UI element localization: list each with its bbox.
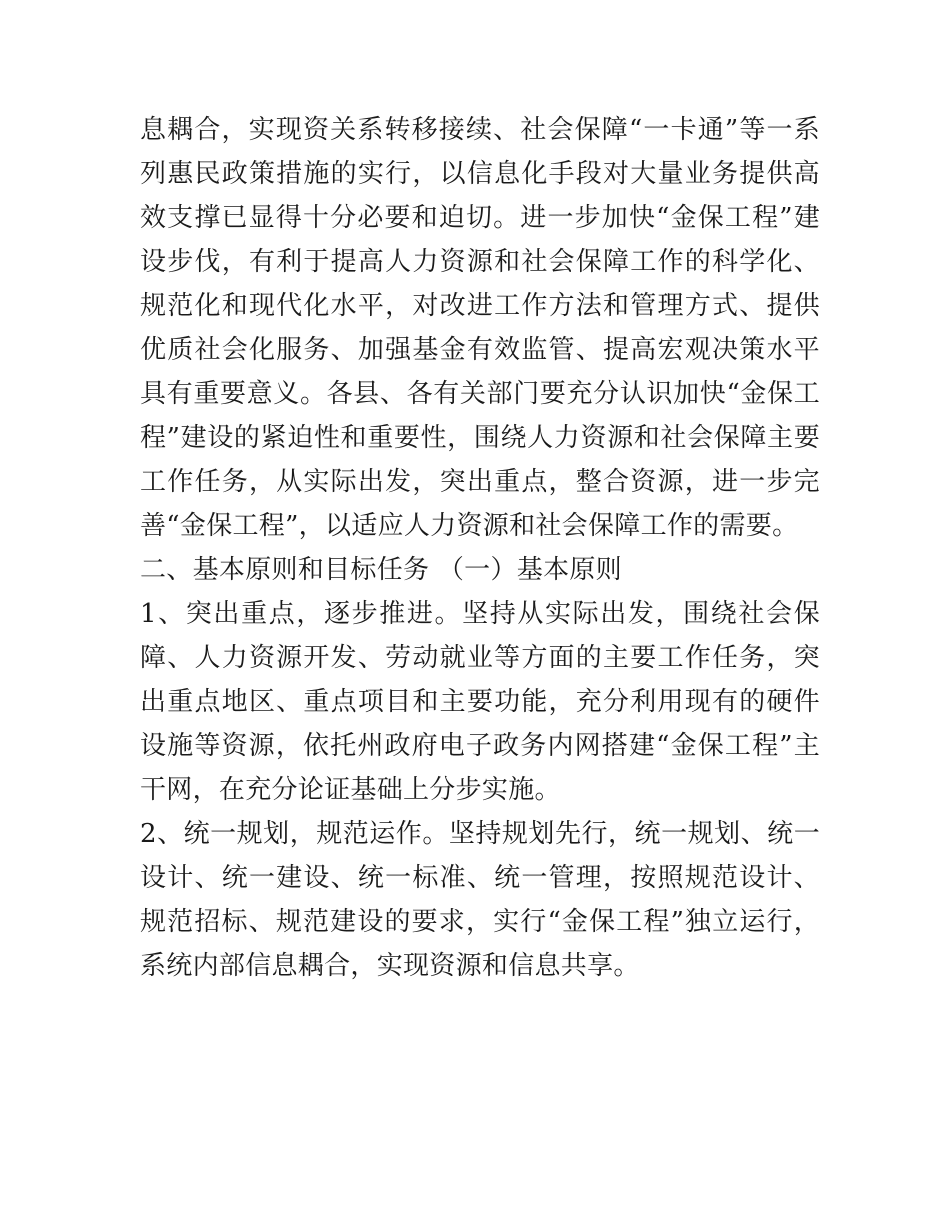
document-body: [140, 108, 820, 988]
section-heading: 二、基本原则和目标任务 （一）基本原则: [140, 555, 622, 585]
principle-1-paragraph: 1、突出重点，逐步推进。坚持从实际出发，围绕社会保障、人力资源开发、劳动就业等方面的主要工作任务，突出重点地区、重点项目和主要功能，充分利用现有的硬件设施等资源，依托州政府电子政务内网搭建“金保工程”主干网，在充分论证基础上分步实施。: [140, 599, 820, 805]
principle-2-paragraph: 2、统一规划，规范运作。坚持规划先行，统一规划、统一设计、统一建设、统一标准、统一管理，按照规范设计、规范招标、规范建设的要求，实行“金保工程”独立运行，系统内部信息耦合，实现资源和信息共享。: [140, 819, 820, 981]
paragraph-continuation: 息耦合，实现资关系转移接续、社会保障“一卡通”等一系列惠民政策措施的实行，以信息化手段对大量业务提供高效支撑已显得十分必要和迫切。进一步加快“金保工程”建设步伐，有利于提高人力资源和社会保障工作的科学化、规范化和现代化水平，对改进工作方法和管理方式、提供优质社会化服务、加强基金有效监管、提高宏观决策水平具有重要意义。各县、各有关部门要充分认识加快“金保工程”建设的紧迫性和重要性，围绕人力资源和社会保障主要工作任务，从实际出发，突出重点，整合资源，进一步完善“金保工程”，以适应人力资源和社会保障工作的需要。: [140, 115, 820, 541]
